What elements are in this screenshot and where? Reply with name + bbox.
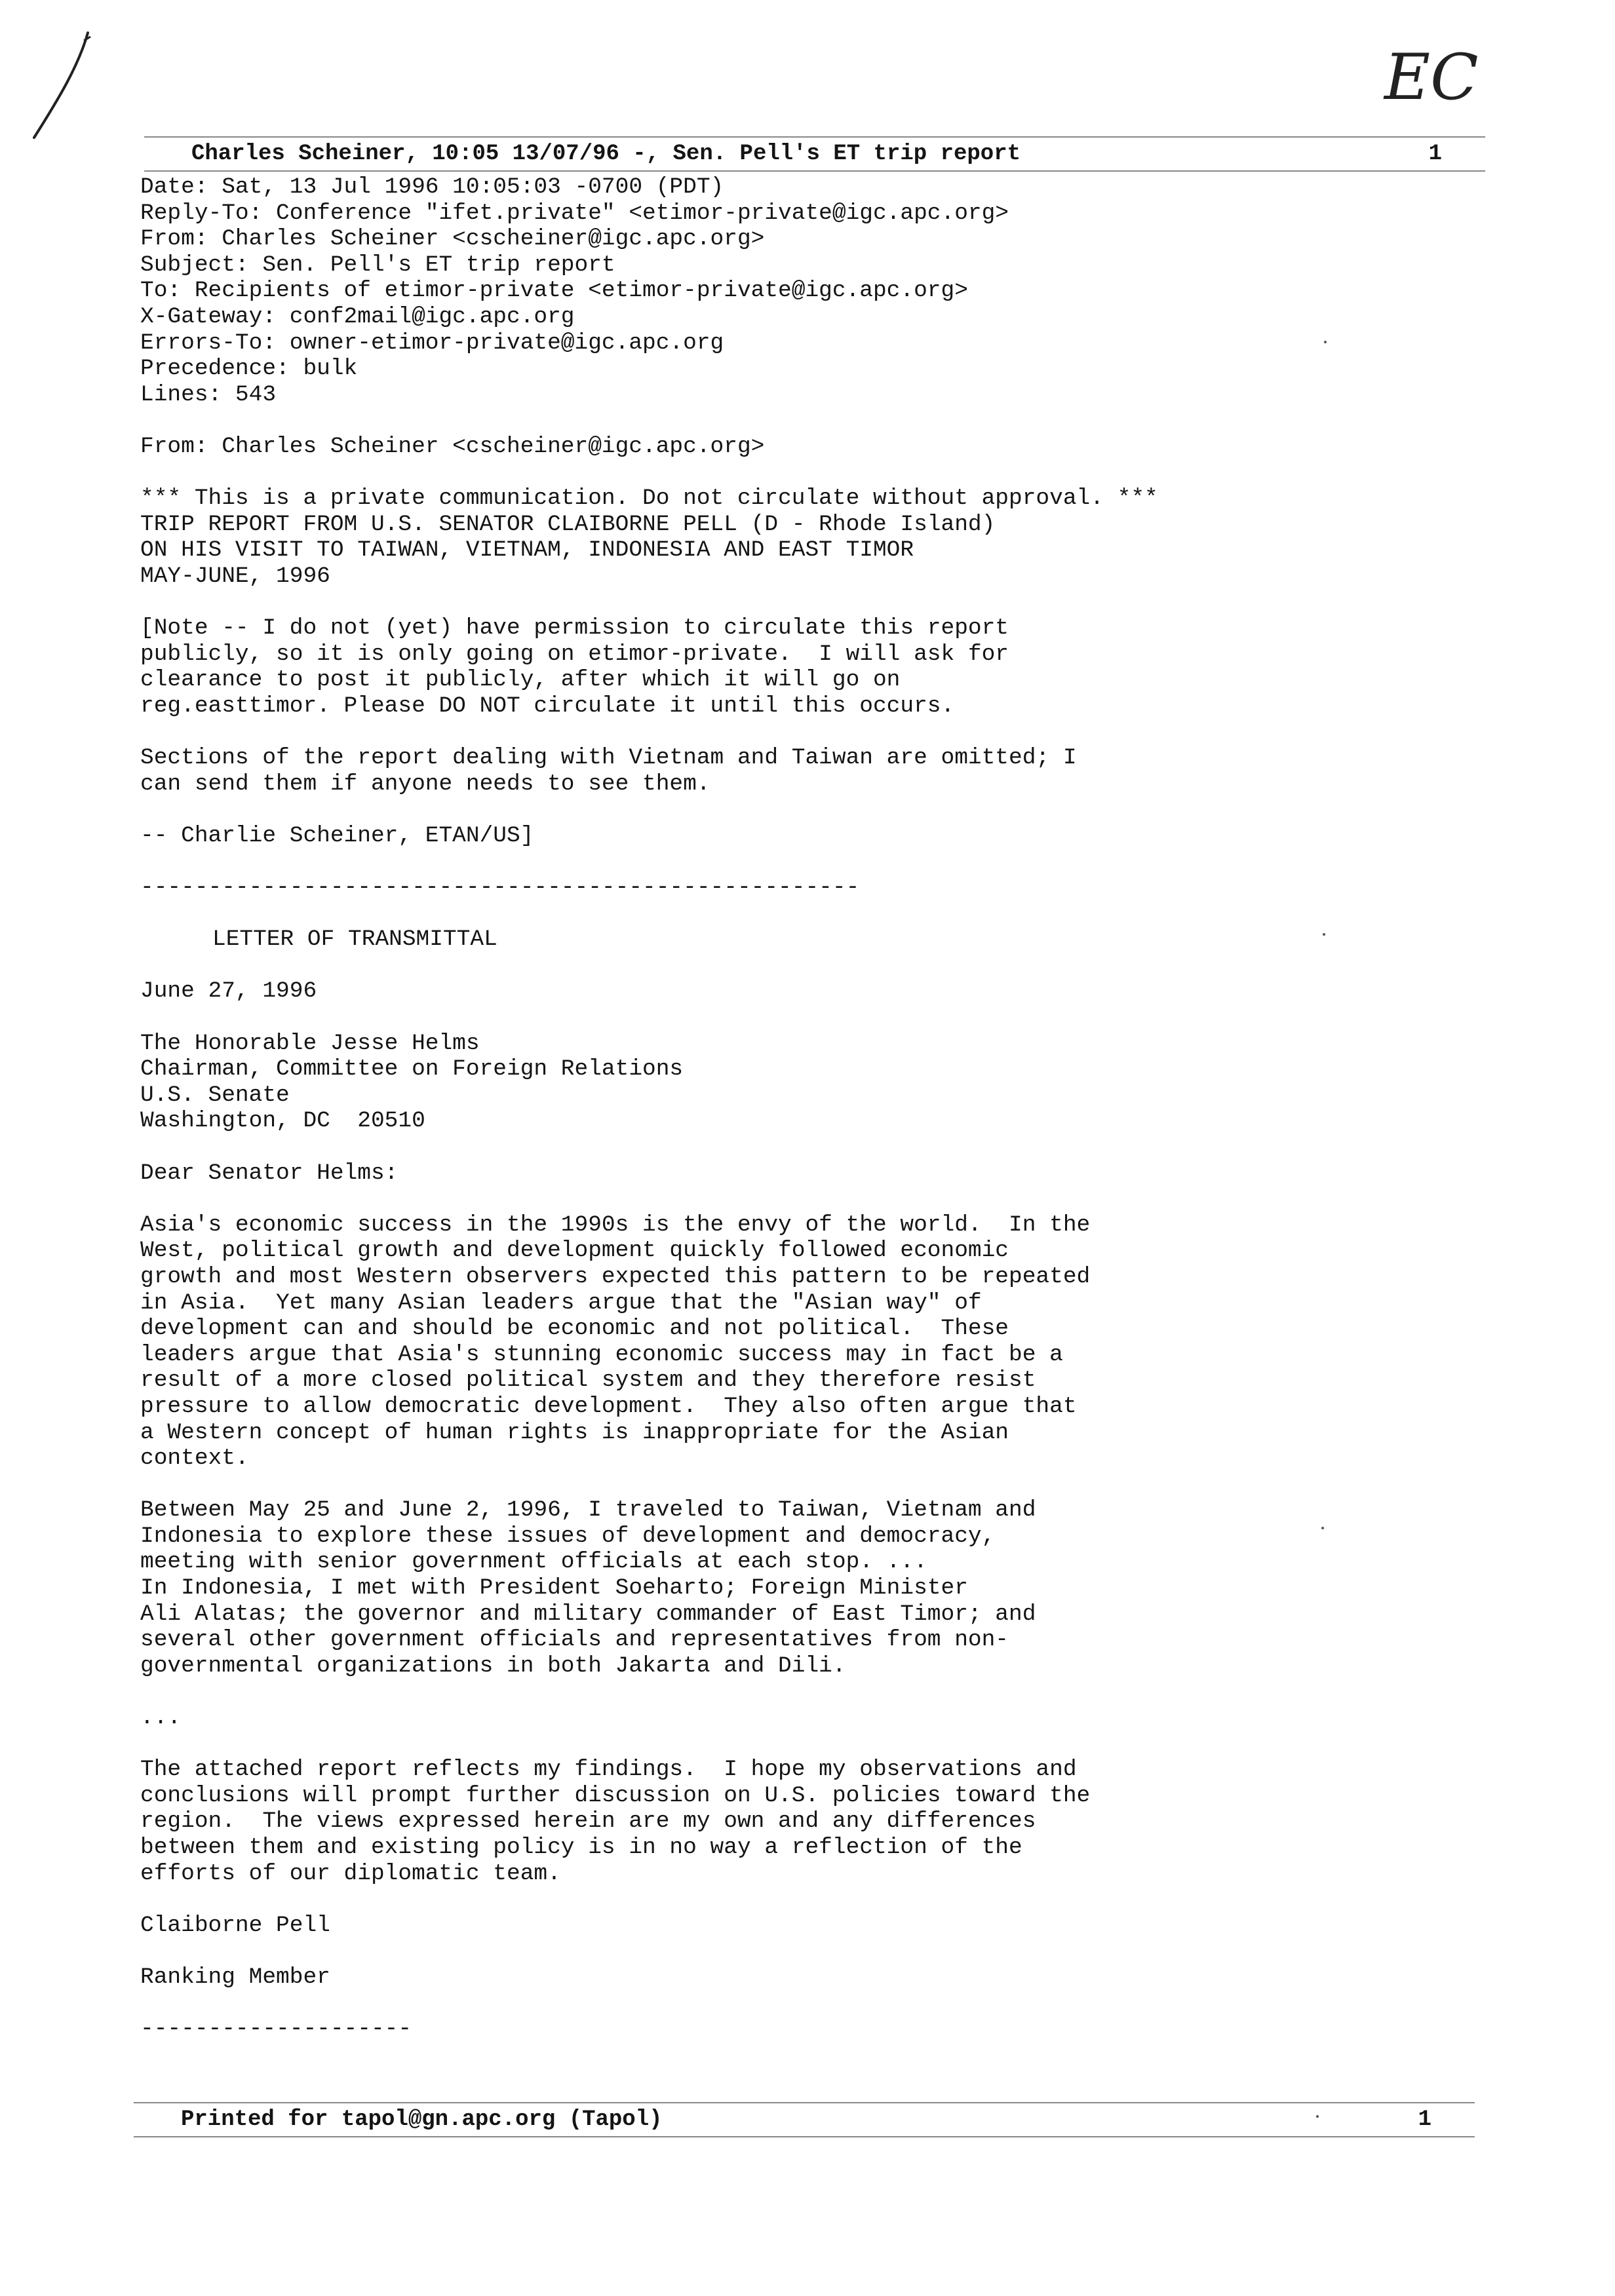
paragraph-line: several other government officials and representatives from non-	[140, 1627, 1009, 1653]
private-notice-line: *** This is a private communication. Do not circulate without approval. ***	[140, 486, 1158, 512]
recipient-address	[140, 1031, 1477, 1134]
letter-paragraph-2	[140, 1497, 1477, 1679]
paragraph-line: Between May 25 and June 2, 1996, I traveled to Taiwan, Vietnam and	[140, 1497, 1036, 1523]
salutation: Dear Senator Helms:	[140, 1160, 399, 1186]
separator-short: --------------------	[140, 2016, 412, 2042]
scan-speck	[1316, 2115, 1319, 2118]
paragraph-line: Indonesia to explore these issues of development and democracy,	[140, 1523, 996, 1549]
scan-speck	[1323, 933, 1325, 936]
address-line: U.S. Senate	[140, 1082, 290, 1108]
signature-title: Ranking Member	[140, 1964, 330, 1990]
print-header-title: Charles Scheiner, 10:05 13/07/96 -, Sen. Pell's ET trip report	[191, 142, 1021, 166]
email-header-reply-to: Reply-To: Conference "ifet.private" <etimor-private@igc.apc.org>	[140, 200, 1009, 226]
private-notice-line: ON HIS VISIT TO TAIWAN, VIETNAM, INDONESIA AND EAST TIMOR	[140, 537, 914, 564]
private-notice-line: TRIP REPORT FROM U.S. SENATOR CLAIBORNE PELL (D - Rhode Island)	[140, 511, 996, 537]
letter-date: June 27, 1996	[140, 978, 317, 1004]
email-header-date: Date: Sat, 13 Jul 1996 10:05:03 -0700 (PDT)	[140, 174, 724, 200]
email-header-subject: Subject: Sen. Pell's ET trip report	[140, 252, 615, 278]
private-notice-line: MAY-JUNE, 1996	[140, 563, 330, 589]
paragraph-line: region. The views expressed herein are my own and any differences	[140, 1808, 1036, 1835]
print-footer	[134, 2102, 1475, 2137]
note-paragraph	[140, 615, 1477, 719]
paragraph-line: pressure to allow democratic development. They also often argue that	[140, 1393, 1077, 1419]
paragraph-line: governmental organizations in both Jakarta and Dili.	[140, 1653, 846, 1679]
signature-name: Claiborne Pell	[140, 1912, 330, 1938]
paragraph-line: a Western concept of human rights is inappropriate for the Asian	[140, 1419, 1009, 1445]
print-footer-page-number: 1	[1418, 2107, 1431, 2132]
paragraph-line: in Asia. Yet many Asian leaders argue that the "Asian way" of	[140, 1290, 982, 1316]
email-header-precedence: Precedence: bulk	[140, 356, 358, 382]
paragraph-line: leaders argue that Asia's stunning economic success may in fact be a	[140, 1341, 1063, 1368]
paragraph-line: between them and existing policy is in no way a reflection of the	[140, 1835, 1022, 1860]
email-body	[140, 174, 1477, 2042]
note-line: clearance to post it publicly, after which it will go on	[140, 667, 901, 693]
print-footer-printed-for: Printed for tapol@gn.apc.org (Tapol)	[181, 2107, 663, 2132]
body-from-line: From: Charles Scheiner <cscheiner@igc.apc.org>	[140, 433, 765, 459]
letter-paragraph-1	[140, 1212, 1477, 1472]
private-notice	[140, 486, 1477, 589]
print-header-page-number: 1	[1428, 142, 1442, 166]
email-header-x-gateway: X-Gateway: conf2mail@igc.apc.org	[140, 303, 575, 330]
sections-paragraph	[140, 745, 1477, 797]
paragraph-line: result of a more closed political system and they therefore resist	[140, 1368, 1036, 1394]
scan-speck	[1324, 341, 1327, 343]
email-header-to: To: Recipients of etimor-private <etimor-private@igc.apc.org>	[140, 278, 968, 304]
email-header-errors-to: Errors-To: owner-etimor-private@igc.apc.org	[140, 330, 724, 356]
paragraph-line: The attached report reflects my findings. I hope my observations and	[140, 1757, 1077, 1783]
handwritten-slash-mark	[20, 26, 98, 144]
separator-long: -----------------------------------------------------	[140, 875, 860, 901]
signoff-line: -- Charlie Scheiner, ETAN/US]	[140, 822, 534, 849]
paragraph-line: efforts of our diplomatic team.	[140, 1860, 561, 1886]
handwritten-corner-note: EC	[1384, 41, 1479, 114]
note-line: reg.easttimor. Please DO NOT circulate it until this occurs.	[140, 693, 955, 719]
note-line: [Note -- I do not (yet) have permission to circulate this report	[140, 615, 1009, 641]
paragraph-line: context.	[140, 1445, 249, 1472]
note-line: publicly, so it is only going on etimor-private. I will ask for	[140, 641, 1009, 667]
letter-heading: LETTER OF TRANSMITTAL	[212, 927, 497, 953]
letter-paragraph-3	[140, 1757, 1477, 1886]
paragraph-line: growth and most Western observers expected this pattern to be repeated	[140, 1263, 1091, 1290]
email-header-from: From: Charles Scheiner <cscheiner@igc.apc.org>	[140, 226, 765, 252]
paragraph-line: In Indonesia, I met with President Soeharto; Foreign Minister	[140, 1575, 968, 1601]
sections-line: can send them if anyone needs to see them.	[140, 771, 710, 797]
sections-line: Sections of the report dealing with Vietnam and Taiwan are omitted; I	[140, 745, 1077, 771]
paragraph-line: meeting with senior government officials at each stop. ...	[140, 1549, 927, 1575]
paragraph-line: conclusions will prompt further discussion on U.S. policies toward the	[140, 1782, 1091, 1808]
address-line: Chairman, Committee on Foreign Relations	[140, 1056, 684, 1082]
paragraph-line: West, political growth and development quickly followed economic	[140, 1238, 1009, 1264]
paragraph-line: Asia's economic success in the 1990s is the envy of the world. In the	[140, 1212, 1091, 1238]
paragraph-line: Ali Alatas; the governor and military commander of East Timor; and	[140, 1601, 1036, 1627]
address-line: Washington, DC 20510	[140, 1108, 425, 1134]
print-header	[144, 136, 1485, 172]
address-line: The Honorable Jesse Helms	[140, 1030, 480, 1056]
email-header-lines: Lines: 543	[140, 381, 277, 408]
email-header-block	[140, 174, 1477, 408]
ellipsis-line: ...	[140, 1705, 182, 1731]
paragraph-line: development can and should be economic and not political. These	[140, 1316, 1009, 1342]
scan-speck	[1321, 1527, 1324, 1529]
